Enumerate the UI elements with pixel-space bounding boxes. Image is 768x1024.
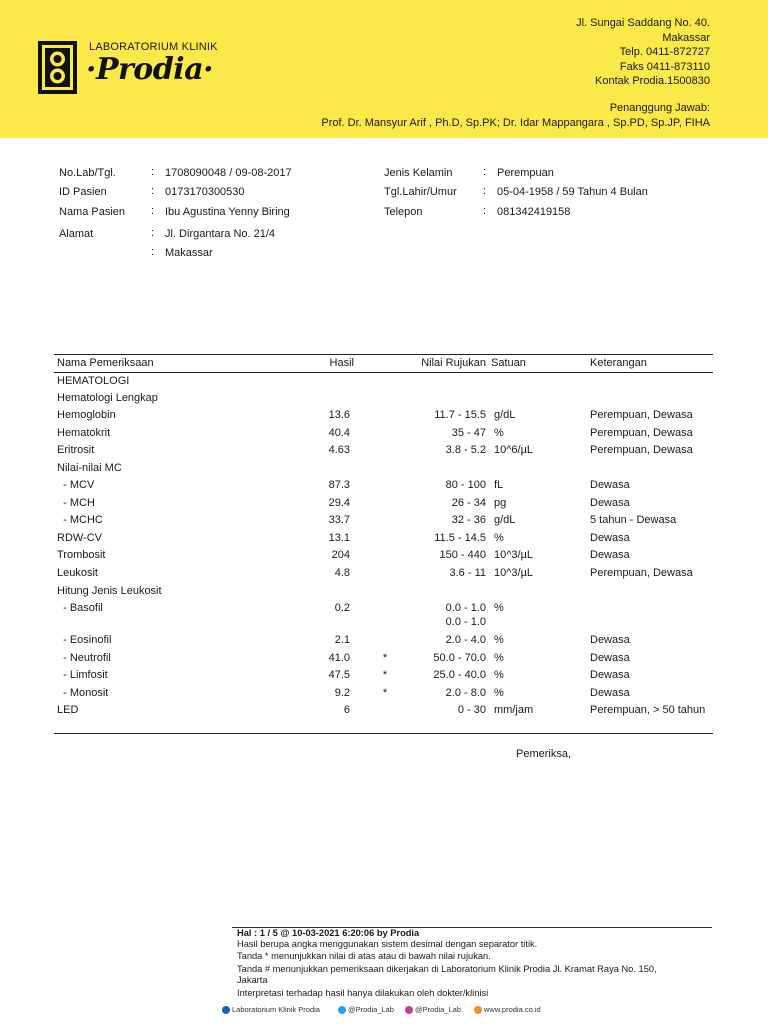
row-keterangan: Dewasa [590,687,630,699]
row-name: Nilai-nilai MC [57,462,122,474]
row-nilai-rujukan: 80 - 100 [445,479,486,491]
row-name: - Limfosit [57,669,108,681]
row-nilai-rujukan: 3.8 - 5.2 [445,444,486,456]
table-row [0,652,768,666]
row-nilai-rujukan: 11.5 - 14.5 [434,532,486,544]
header-hasil: Hasil [329,357,354,369]
row-satuan: 10^6/µL [494,444,534,456]
address-line: Telp. 0411-872727 [619,46,710,59]
row-flag: * [382,652,388,664]
row-nilai-rujukan: 2.0 - 4.0 [445,634,486,646]
row-keterangan: Dewasa [590,497,630,509]
table-bottom-rule [54,733,713,734]
footer-note: Tanda * menunjukkan nilai di atas atau di bawah nilai rujukan. [237,951,491,961]
row-keterangan: Perempuan, > 50 tahun [590,704,706,716]
table-header [0,357,768,371]
row-keterangan: Dewasa [590,532,630,544]
row-hasil: 33.7 [328,514,350,526]
label-jenis-kelamin: Jenis Kelamin [384,167,453,179]
row-name: - Eosinofil [57,634,112,646]
value-telepon: 081342419158 [497,206,571,218]
address-line: Jl. Sungai Saddang No. 40. [576,17,710,29]
row-name: RDW-CV [57,532,103,544]
table-row [0,532,768,546]
label-id-pasien: ID Pasien [59,186,107,198]
row-keterangan: Perempuan, Dewasa [590,444,693,456]
row-keterangan: Dewasa [590,479,630,491]
row-nilai-rujukan: 0.0 - 1.0 [445,616,486,628]
address-line: Kontak Prodia.1500830 [595,75,710,88]
value-no-lab: 1708090048 / 09-08-2017 [165,167,292,179]
label-telepon: Telepon [384,206,423,218]
row-name: - MCV [57,479,95,491]
table-row [0,585,768,599]
colon: : [151,166,155,178]
table-row [0,687,768,701]
social-label: Laboratorium Klinik Prodia [232,1005,320,1014]
row-nilai-rujukan: 32 - 36 [451,514,486,526]
row-name: Hitung Jenis Leukosit [57,585,162,597]
row-keterangan: Dewasa [590,549,630,561]
table-row [0,616,768,630]
value-id-pasien: 0173170300530 [165,186,245,198]
footer-page-info: Hal : 1 / 5 @ 10-03-2021 6:20:06 by Prodia [237,928,420,938]
address-line: Faks 0411-873110 [619,60,710,73]
row-flag: * [382,687,388,699]
value-tgl-lahir: 05-04-1958 / 59 Tahun 4 Bulan [497,186,648,198]
row-name: - Basofil [57,602,103,614]
row-satuan: % [494,634,504,646]
header-satuan: Satuan [491,357,526,369]
table-row [0,444,768,458]
row-name: - Neutrofil [57,652,111,664]
row-nilai-rujukan: 150 - 440 [439,549,486,561]
facebook-icon [222,1006,230,1014]
row-hasil: 9.2 [334,687,350,699]
row-name: HEMATOLOGI [57,375,130,387]
label-tgl-lahir: Tgl.Lahir/Umur [384,186,457,198]
prodia-logo-icon [38,41,77,94]
table-header-rule [54,372,713,373]
label-alamat: Alamat [59,228,94,240]
row-nilai-rujukan: 50.0 - 70.0 [433,652,486,664]
header-band [0,0,768,138]
value-alamat: Jl. Dirgantara No. 21/4 [165,228,276,240]
row-nilai-rujukan: 0.0 - 1.0 [445,602,486,614]
social-twitter[interactable] [338,1005,394,1014]
row-keterangan: Perempuan, Dewasa [590,567,693,579]
row-nilai-rujukan: 3.6 - 11 [449,567,486,579]
row-nilai-rujukan: 25.0 - 40.0 [433,669,486,681]
colon: : [483,205,487,217]
row-hasil: 4.63 [328,444,350,456]
table-row [0,409,768,423]
row-satuan: % [494,532,504,544]
row-keterangan: Dewasa [590,634,630,646]
colon: : [151,227,155,239]
colon: : [483,166,487,178]
social-website[interactable] [474,1005,541,1014]
row-satuan: g/dL [494,409,516,421]
footer-note: Jakarta [237,975,268,985]
row-nilai-rujukan: 0 - 30 [457,704,486,716]
table-row [0,669,768,683]
row-name: - MCH [57,497,95,509]
row-satuan: mm/jam [494,704,534,716]
row-satuan: pg [494,497,507,509]
row-hasil: 13.6 [328,409,350,421]
row-hasil: 0.2 [334,602,350,614]
row-nilai-rujukan: 11.7 - 15.5 [434,409,486,421]
table-row [0,514,768,528]
table-row [0,497,768,511]
pj-names: Prof. Dr. Mansyur Arif , Ph.D, Sp.PK; Dr. Idar Mappangara , Sp.PD, Sp.JP, FIHA [321,116,710,129]
twitter-icon [338,1006,346,1014]
row-satuan: fL [494,479,504,491]
row-keterangan: Perempuan, Dewasa [590,427,693,439]
row-hasil: 29.4 [328,497,350,509]
logo-wordmark: ·Prodia· [86,52,214,87]
row-satuan: % [494,427,504,439]
table-row [0,602,768,616]
row-satuan: 10^3/µL [494,549,534,561]
label-no-lab: No.Lab/Tgl. [59,167,116,179]
social-label: @Prodia_Lab [348,1005,394,1014]
table-row [0,704,768,718]
table-row [0,462,768,476]
row-hasil: 4.8 [334,567,350,579]
row-hasil: 41.0 [328,652,350,664]
row-satuan: 10^3/µL [494,567,534,579]
globe-icon [474,1006,482,1014]
row-name: Trombosit [57,549,106,561]
logo-subtitle: LABORATORIUM KLINIK [89,41,218,53]
row-name: Hematologi Lengkap [57,392,158,404]
table-top-rule [54,354,713,355]
row-satuan: g/dL [494,514,516,526]
table-row [0,549,768,563]
table-row [0,392,768,406]
row-hasil: 47.5 [328,669,350,681]
row-hasil: 87.3 [328,479,350,491]
row-satuan: % [494,652,504,664]
header-keterangan: Keterangan [590,357,647,369]
pj-label: Penanggung Jawab: [609,102,710,114]
table-row [0,567,768,581]
row-name: Hematokrit [57,427,111,439]
footer-note: Hasil berupa angka menggunakan sistem desimal dengan separator titik. [237,939,538,949]
table-row [0,479,768,493]
row-satuan: % [494,687,504,699]
row-name: LED [57,704,79,716]
row-name: - MCHC [57,514,103,526]
instagram-icon [405,1006,413,1014]
row-keterangan: Perempuan, Dewasa [590,409,693,421]
pemeriksa-label: Pemeriksa, [516,748,572,760]
address-line: Makassar [662,31,710,44]
row-keterangan: 5 tahun - Dewasa [590,514,677,526]
table-row [0,375,768,389]
social-label: @Prodia_Lab [415,1005,461,1014]
row-name: Eritrosit [57,444,95,456]
row-nilai-rujukan: 35 - 47 [451,427,486,439]
header-nama: Nama Pemeriksaan [57,357,154,369]
table-row [0,427,768,441]
row-hasil: 40.4 [328,427,350,439]
header-nilai-rujukan: Nilai Rujukan [421,357,486,369]
colon: : [151,246,155,258]
social-facebook[interactable] [222,1005,320,1014]
social-instagram[interactable] [405,1005,461,1014]
colon: : [483,185,487,197]
footer-note: Tanda # menunjukkan pemeriksaan dikerjakan di Laboratorium Klinik Prodia Jl. Kramat Raya No. 150, [237,964,657,974]
row-hasil: 6 [343,704,350,716]
row-satuan: % [494,602,504,614]
row-hasil: 13.1 [328,532,350,544]
colon: : [151,205,155,217]
table-row [0,634,768,648]
social-label: www.prodia.co.id [484,1005,541,1014]
colon: : [151,185,155,197]
value-alamat-city: Makassar [165,247,213,259]
row-hasil: 2.1 [334,634,350,646]
penanggung-jawab [321,101,710,130]
row-nilai-rujukan: 2.0 - 8.0 [445,687,486,699]
row-satuan: % [494,669,504,681]
value-jenis-kelamin: Perempuan [497,167,554,179]
footer-note: Interpretasi terhadap hasil hanya dilakukan oleh dokter/klinisi [237,988,489,998]
label-nama-pasien: Nama Pasien [59,206,126,218]
row-name: Hemoglobin [57,409,116,421]
value-nama-pasien: Ibu Agustina Yenny Biring [165,206,290,218]
row-name: - Monosit [57,687,109,699]
lab-address [576,16,710,89]
row-flag: * [382,669,388,681]
row-hasil: 204 [331,549,350,561]
row-keterangan: Dewasa [590,669,630,681]
row-keterangan: Dewasa [590,652,630,664]
row-nilai-rujukan: 26 - 34 [451,497,486,509]
row-name: Leukosit [57,567,98,579]
